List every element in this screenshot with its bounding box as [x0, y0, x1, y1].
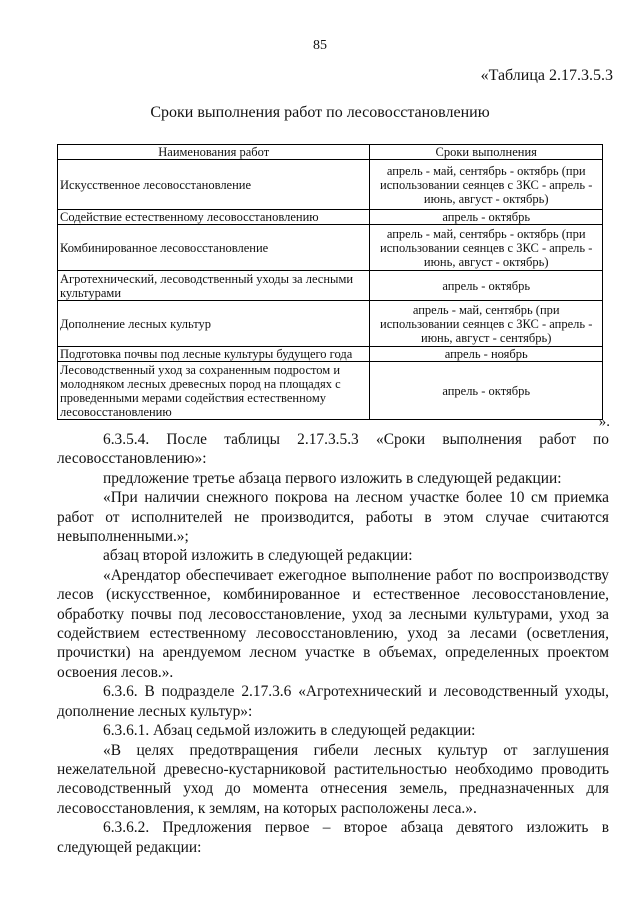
table-row — [58, 271, 603, 301]
work-cell: Дополнение лесных культур — [58, 301, 370, 347]
table-row — [58, 347, 603, 362]
paragraph: «Арендатор обеспечивает ежегодное выполнение работ по воспроизводству лесов (искусственное, комбинированное и естественное лесовосстановление, обработку почвы под лесовосстановление, уход за лесными культурами, уход за содействием естественному лесовосстановлению, уход за лесами (осветления, прочистки) на арендуемом лесном участке в объемах, определенных проектом освоения лесов.». — [57, 566, 609, 681]
paragraph: абзац второй изложить в следующей редакции: — [103, 547, 413, 565]
table-header-row — [58, 145, 603, 160]
table-row — [58, 362, 603, 420]
works-schedule-table — [57, 144, 603, 420]
paragraph: 6.3.6.2. Предложения первое – второе абзаца девятого изложить в следующей редакции: — [57, 819, 609, 856]
table-row — [58, 210, 603, 225]
paragraph: «При наличии снежного покрова на лесном участке более 10 см приемка работ от исполнителей не производится, работы в этом случае считаются невыполненными.»; — [57, 489, 609, 546]
paragraph: «В целях предотвращения гибели лесных культур от заглушения нежелательной древесно-кустарниковой растительностью необходимо проводить лесоводственный уход до момента отнесения земель, предназначенных для лесовосстановления, к землям, на которых расположены леса.». — [57, 741, 609, 817]
table-closing-quote: ». — [598, 414, 610, 430]
paragraph: 6.3.5.4. После таблицы 2.17.3.5.3 «Сроки выполнения работ по лесовосстановлению»: — [57, 431, 609, 468]
term-cell: апрель - октябрь — [370, 271, 603, 301]
work-cell: Комбинированное лесовосстановление — [58, 225, 370, 271]
term-cell: апрель - май, сентябрь - октябрь (при использовании сеянцев с ЗКС - апрель - июнь, август - октябрь) — [370, 160, 603, 210]
term-cell: апрель - октябрь — [370, 362, 603, 420]
page-number: 85 — [313, 38, 327, 53]
paragraph: предложение третье абзаца первого изложить в следующей редакции: — [103, 469, 562, 487]
term-cell: апрель - октябрь — [370, 210, 603, 225]
table-row — [58, 225, 603, 271]
work-cell: Лесоводственный уход за сохраненным подростом и молодняком лесных древесных пород на площадях с проведенными мерами содействия естественному лесовосстановлению — [58, 362, 370, 420]
table-label: «Таблица 2.17.3.5.3 — [480, 67, 613, 84]
term-cell: апрель - май, сентябрь - октябрь (при использовании сеянцев с ЗКС - апрель - июнь, август - октябрь) — [370, 225, 603, 271]
work-cell: Содействие естественному лесовосстановлению — [58, 210, 370, 225]
paragraph: 6.3.6.1. Абзац седьмой изложить в следующей редакции: — [103, 722, 476, 740]
work-cell: Агротехнический, лесоводственный уходы за лесными культурами — [58, 271, 370, 301]
header-terms: Сроки выполнения — [370, 145, 603, 160]
paragraph: 6.3.6. В подразделе 2.17.3.6 «Агротехнический и лесоводственный уходы, дополнение лесных культур»: — [57, 683, 609, 720]
term-cell: апрель - май, сентябрь (при использовании сеянцев с ЗКС - апрель - июнь, август - сентябрь) — [370, 301, 603, 347]
work-cell: Искусственное лесовосстановление — [58, 160, 370, 210]
work-cell: Подготовка почвы под лесные культуры будущего года — [58, 347, 370, 362]
table-row — [58, 301, 603, 347]
table-row — [58, 160, 603, 210]
body-text — [57, 430, 609, 857]
table-title: Сроки выполнения работ по лесовосстановлению — [150, 104, 490, 121]
header-works: Наименования работ — [58, 145, 370, 160]
term-cell: апрель - ноябрь — [370, 347, 603, 362]
